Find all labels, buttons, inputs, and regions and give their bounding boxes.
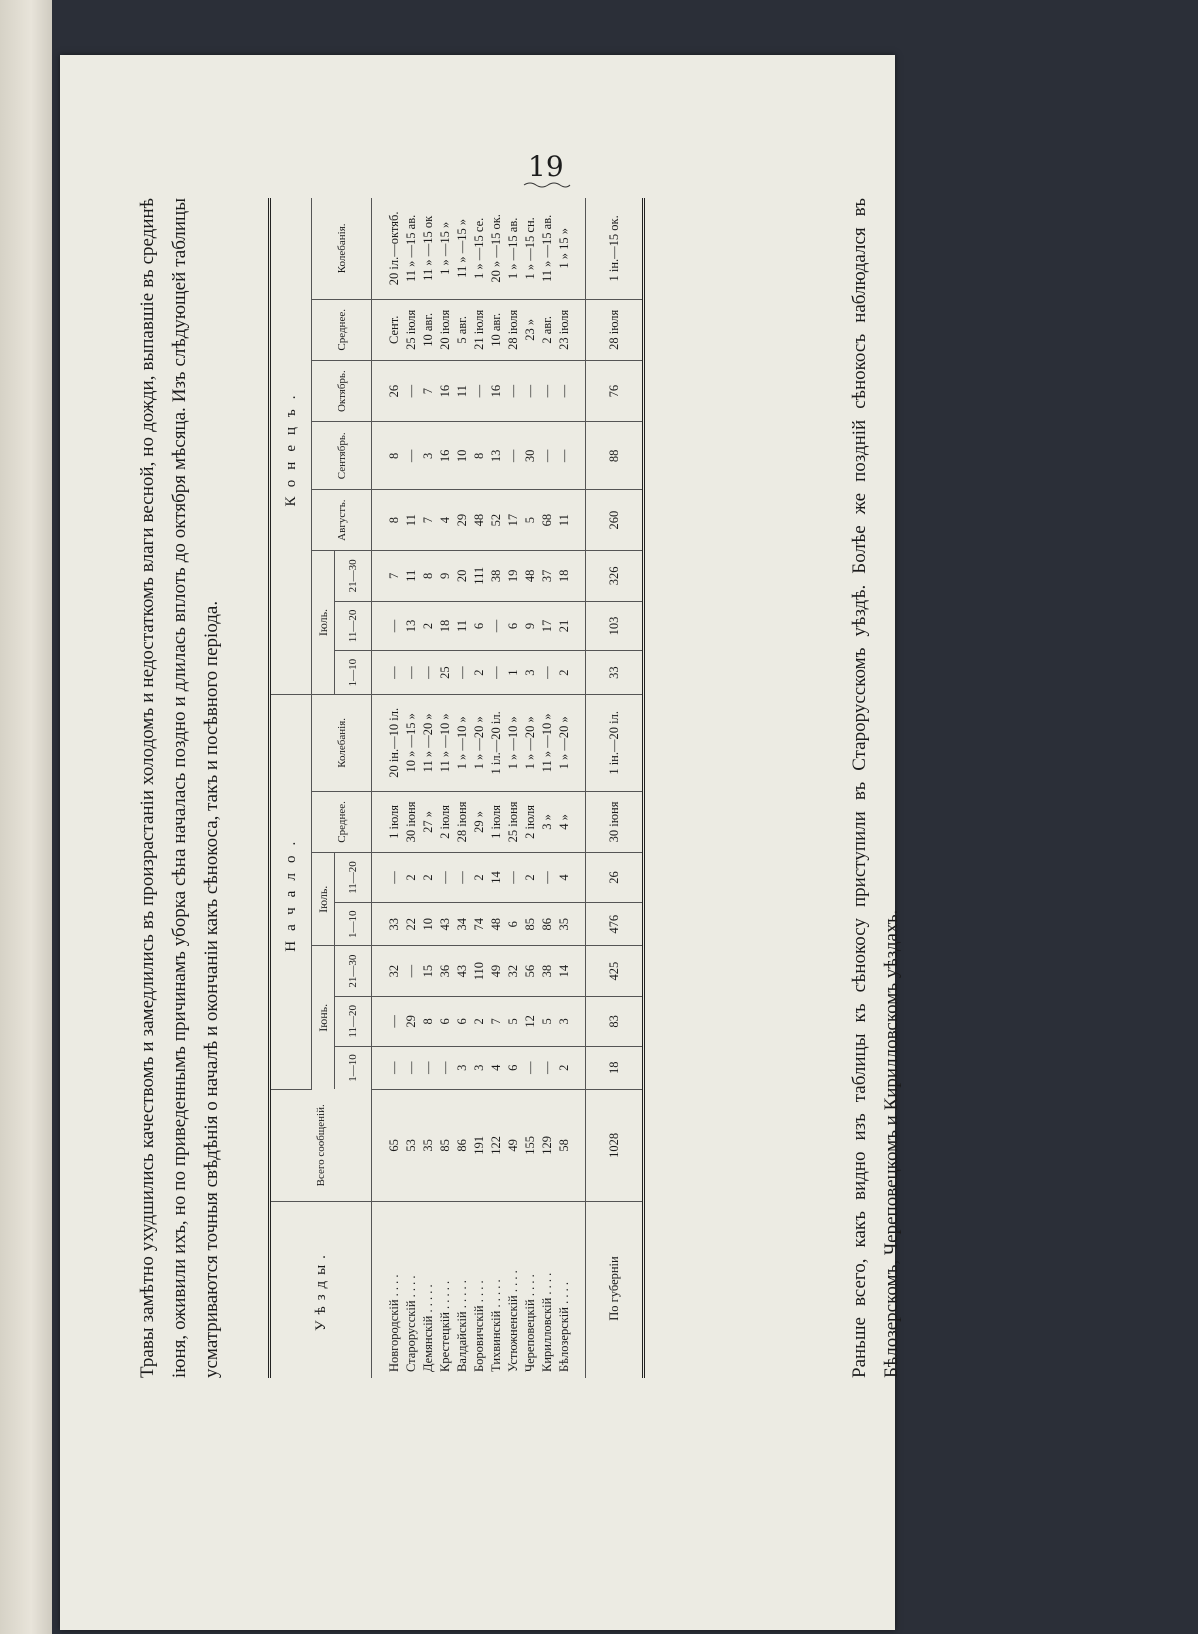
table-cell-eavg: Сент. bbox=[372, 299, 404, 360]
table-cell-total: 65 bbox=[372, 1089, 404, 1201]
total-cell-j1: 18 bbox=[586, 1046, 644, 1089]
table-cell-range: 1 іл.—20 іл. bbox=[488, 694, 505, 791]
end-range-header: Колебанія. bbox=[312, 198, 372, 299]
table-cell-e2: 6 bbox=[471, 601, 488, 651]
table-cell-l1: 74 bbox=[471, 902, 488, 945]
table-cell-total: 155 bbox=[522, 1089, 539, 1201]
table-cell-j1: — bbox=[420, 1046, 437, 1089]
ornament-flourish bbox=[522, 180, 572, 190]
table-cell-j2: — bbox=[372, 996, 404, 1046]
total-cell-l1: 476 bbox=[586, 902, 644, 945]
table-cell-sep: 30 bbox=[522, 422, 539, 490]
table-row bbox=[522, 198, 539, 1378]
total-cell-erange: 1 ін.—15 ок. bbox=[586, 198, 644, 299]
table-cell-l2: — bbox=[372, 853, 404, 903]
table-cell-j2: 6 bbox=[437, 996, 454, 1046]
table-cell-erange: 20 іл.—октяб. bbox=[372, 198, 404, 299]
table-cell-j1: — bbox=[437, 1046, 454, 1089]
table-cell-total: 191 bbox=[471, 1089, 488, 1201]
table-cell-oct: — bbox=[556, 360, 586, 421]
end-header: Конецъ. bbox=[270, 198, 312, 694]
start-header: Начало. bbox=[270, 694, 312, 1089]
table-cell-eavg: 28 іюля bbox=[505, 299, 522, 360]
table-cell-e3: 48 bbox=[522, 551, 539, 601]
table-cell-j3: 56 bbox=[522, 946, 539, 996]
table-row bbox=[488, 198, 505, 1378]
table-cell-e2: 21 bbox=[556, 601, 586, 651]
table-cell-erange: 1 » —15 сн. bbox=[522, 198, 539, 299]
table-row bbox=[471, 198, 488, 1378]
table-cell-j3: — bbox=[403, 946, 420, 996]
table-cell-j2: 12 bbox=[522, 996, 539, 1046]
table-cell-avg: 28 іюня bbox=[454, 791, 471, 852]
table-cell-j2: 3 bbox=[556, 996, 586, 1046]
table-cell-j3: 36 bbox=[437, 946, 454, 996]
table-cell-range: 11 » —10 » bbox=[539, 694, 556, 791]
table-cell-e2: — bbox=[372, 601, 404, 651]
table-cell-aug: 48 bbox=[471, 490, 488, 551]
total-cell-eavg: 28 іюля bbox=[586, 299, 644, 360]
table-cell-erange: 1 » —15 ав. bbox=[505, 198, 522, 299]
table-row bbox=[539, 198, 556, 1378]
table-cell-sep: 8 bbox=[372, 422, 404, 490]
table-row bbox=[437, 198, 454, 1378]
table-cell-j2: 5 bbox=[505, 996, 522, 1046]
table-cell-oct: 16 bbox=[488, 360, 505, 421]
table-cell-erange: 11 » —15 » bbox=[454, 198, 471, 299]
table-row bbox=[372, 198, 404, 1378]
end-oct-header: Октябрь. bbox=[312, 360, 372, 421]
table-cell-range: 1 » —20 » bbox=[522, 694, 539, 791]
table-cell-j1: — bbox=[539, 1046, 556, 1089]
total-cell-total: 1028 bbox=[586, 1089, 644, 1201]
table-cell-j3: 15 bbox=[420, 946, 437, 996]
table-cell-j3: 32 bbox=[505, 946, 522, 996]
table-cell-e2: 2 bbox=[420, 601, 437, 651]
table-cell-j1: 3 bbox=[454, 1046, 471, 1089]
district-name-cell: Боровичскій . . . . bbox=[472, 1280, 486, 1372]
table-row bbox=[505, 198, 522, 1378]
table-cell-e1: 25 bbox=[437, 651, 454, 694]
table-cell-aug: 17 bbox=[505, 490, 522, 551]
table-cell-aug: 11 bbox=[556, 490, 586, 551]
table-cell-j3: 43 bbox=[454, 946, 471, 996]
table-cell-sep: 13 bbox=[488, 422, 505, 490]
table-cell-l2: 2 bbox=[471, 853, 488, 903]
table-cell-oct: 11 bbox=[454, 360, 471, 421]
table-cell-e3: 7 bbox=[372, 551, 404, 601]
total-cell-range: 1 ін.—20 іл. bbox=[586, 694, 644, 791]
table-row bbox=[556, 198, 586, 1378]
total-cell-l2: 26 bbox=[586, 853, 644, 903]
table-cell-sep: 3 bbox=[420, 422, 437, 490]
period-header: 11—20 bbox=[335, 601, 372, 651]
table-cell-total: 53 bbox=[403, 1089, 420, 1201]
table-cell-oct: — bbox=[471, 360, 488, 421]
table-cell-j1: 4 bbox=[488, 1046, 505, 1089]
table-cell-l1: 43 bbox=[437, 902, 454, 945]
table-cell-eavg: 5 авг. bbox=[454, 299, 471, 360]
table-cell-l2: — bbox=[437, 853, 454, 903]
table-cell-range: 1 » —10 » bbox=[454, 694, 471, 791]
table-cell-l2: — bbox=[505, 853, 522, 903]
table-cell-l2: — bbox=[539, 853, 556, 903]
table-cell-sep: — bbox=[539, 422, 556, 490]
total-row bbox=[586, 198, 644, 1378]
table-cell-l1: 48 bbox=[488, 902, 505, 945]
table-cell-oct: — bbox=[403, 360, 420, 421]
table-cell-j1: 3 bbox=[471, 1046, 488, 1089]
table-cell-l2: 14 bbox=[488, 853, 505, 903]
district-name-cell: Бѣлозерскій . . . . bbox=[557, 1282, 571, 1372]
table-cell-range: 1 » —10 » bbox=[505, 694, 522, 791]
haymaking-table bbox=[268, 198, 645, 1378]
table-cell-erange: 1 » 15 » bbox=[556, 198, 586, 299]
table-cell-e3: 38 bbox=[488, 551, 505, 601]
table-cell-avg: 27 » bbox=[420, 791, 437, 852]
table-cell-total: 86 bbox=[454, 1089, 471, 1201]
table-cell-avg: 29 » bbox=[471, 791, 488, 852]
table-cell-l2: — bbox=[454, 853, 471, 903]
district-name-cell: Кирилловскій . . . . bbox=[540, 1272, 554, 1372]
table-cell-erange: 1 » —15 » bbox=[437, 198, 454, 299]
table-cell-e3: 18 bbox=[556, 551, 586, 601]
intro-paragraph: Травы замѣтно ухудшились качествомъ и замедлились въ произрастаніи холодомъ и недостаткомъ влаги весной, но дожди, выпавшіе въ срединѣ іюня, оживили ихъ, но по приведеннымъ причинамъ уборка сѣна началась поздно и длилась вплоть до октября мѣсяца. Изъ слѣдующей таблицы усматриваются точныя свѣдѣнія о началѣ и окончаніи какъ сѣнокоса, такъ и посѣвного періода. bbox=[137, 198, 222, 1378]
table-cell-total: 85 bbox=[437, 1089, 454, 1201]
district-name-cell: Валдайскій . . . . . bbox=[455, 1280, 469, 1372]
table-cell-j3: 32 bbox=[372, 946, 404, 996]
table-cell-e1: — bbox=[539, 651, 556, 694]
start-range-header: Колебанія. bbox=[312, 694, 372, 791]
table-cell-l2: 4 bbox=[556, 853, 586, 903]
total-cell-avg: 30 іюня bbox=[586, 791, 644, 852]
table-cell-j3: 49 bbox=[488, 946, 505, 996]
table-cell-e1: — bbox=[403, 651, 420, 694]
page-number: 19 bbox=[528, 150, 564, 183]
period-header: 21—30 bbox=[335, 551, 372, 601]
period-header: 1—10 bbox=[335, 1046, 372, 1089]
table-row bbox=[420, 198, 437, 1378]
table-cell-j2: 2 bbox=[471, 996, 488, 1046]
table-cell-erange: 20 » —15 ок. bbox=[488, 198, 505, 299]
start-avg-header: Среднее. bbox=[312, 791, 372, 852]
table-cell-j1: 2 bbox=[556, 1046, 586, 1089]
table-row bbox=[403, 198, 420, 1378]
table-cell-sep: 16 bbox=[437, 422, 454, 490]
table-cell-e2: 13 bbox=[403, 601, 420, 651]
table-cell-l1: 22 bbox=[403, 902, 420, 945]
district-name-cell: Тихвинскій . . . . . bbox=[489, 1279, 503, 1372]
table-cell-erange: 1 » —15 се. bbox=[471, 198, 488, 299]
table-cell-aug: 4 bbox=[437, 490, 454, 551]
end-avg-header: Среднее. bbox=[312, 299, 372, 360]
end-aug-header: Августъ. bbox=[312, 490, 372, 551]
table-cell-avg: 25 іюня bbox=[505, 791, 522, 852]
table-cell-eavg: 25 іюля bbox=[403, 299, 420, 360]
table-cell-l1: 35 bbox=[556, 902, 586, 945]
table-cell-e1: 2 bbox=[471, 651, 488, 694]
table-cell-l2: 2 bbox=[522, 853, 539, 903]
table-cell-total: 49 bbox=[505, 1089, 522, 1201]
table-cell-avg: 4 » bbox=[556, 791, 586, 852]
total-header: Всего сообщеній. bbox=[270, 1089, 372, 1201]
district-name-cell: Старорусскій . . . . bbox=[404, 1275, 418, 1372]
start-june-header: Іюнь. bbox=[312, 946, 335, 1089]
table-cell-e3: 9 bbox=[437, 551, 454, 601]
table-cell-range: 1 » —20 » bbox=[471, 694, 488, 791]
total-cell-e2: 103 bbox=[586, 601, 644, 651]
table-cell-l1: 34 bbox=[454, 902, 471, 945]
table-cell-e3: 11 bbox=[403, 551, 420, 601]
period-header: 11—20 bbox=[335, 853, 372, 903]
table-cell-aug: 8 bbox=[372, 490, 404, 551]
table-cell-avg: 2 іюля bbox=[437, 791, 454, 852]
table-row bbox=[454, 198, 471, 1378]
table-cell-oct: 26 bbox=[372, 360, 404, 421]
table-cell-erange: 11 » —15 ав. bbox=[539, 198, 556, 299]
rotated-content bbox=[132, 198, 912, 1378]
table-cell-l1: 85 bbox=[522, 902, 539, 945]
table-cell-l1: 86 bbox=[539, 902, 556, 945]
period-header: 21—30 bbox=[335, 946, 372, 996]
table-cell-eavg: 10 авг. bbox=[488, 299, 505, 360]
table-cell-e1: 1 bbox=[505, 651, 522, 694]
table-cell-sep: 10 bbox=[454, 422, 471, 490]
table-cell-sep: 8 bbox=[471, 422, 488, 490]
table-cell-j2: 7 bbox=[488, 996, 505, 1046]
table-cell-l1: 6 bbox=[505, 902, 522, 945]
table-cell-j2: 8 bbox=[420, 996, 437, 1046]
table-cell-eavg: 20 іюля bbox=[437, 299, 454, 360]
table-body bbox=[372, 198, 644, 1378]
table-cell-aug: 52 bbox=[488, 490, 505, 551]
table-cell-j2: 6 bbox=[454, 996, 471, 1046]
period-header: 1—10 bbox=[335, 902, 372, 945]
start-july-header: Іюль. bbox=[312, 853, 335, 946]
table-cell-erange: 11 » —15 ав. bbox=[403, 198, 420, 299]
table-cell-e3: 20 bbox=[454, 551, 471, 601]
table-cell-eavg: 10 авг. bbox=[420, 299, 437, 360]
table-cell-e2: — bbox=[488, 601, 505, 651]
period-header: 1—10 bbox=[335, 651, 372, 694]
district-name-cell: Устюжненскій . . . . bbox=[506, 1270, 520, 1372]
table-cell-e3: 19 bbox=[505, 551, 522, 601]
table-cell-aug: 68 bbox=[539, 490, 556, 551]
table-cell-range: 20 ін.—10 іл. bbox=[372, 694, 404, 791]
table-cell-avg: 2 іюля bbox=[522, 791, 539, 852]
table-cell-l2: 2 bbox=[420, 853, 437, 903]
table-cell-oct: — bbox=[505, 360, 522, 421]
table-cell-e1: — bbox=[420, 651, 437, 694]
total-cell-e3: 326 bbox=[586, 551, 644, 601]
table-cell-j2: 5 bbox=[539, 996, 556, 1046]
table-cell-e2: 11 bbox=[454, 601, 471, 651]
district-name-cell: Новгородскій . . . . bbox=[387, 1274, 401, 1372]
table-cell-l2: 2 bbox=[403, 853, 420, 903]
table-cell-total: 122 bbox=[488, 1089, 505, 1201]
table-cell-aug: 7 bbox=[420, 490, 437, 551]
table-cell-j1: — bbox=[522, 1046, 539, 1089]
district-name-cell: Череповецкій . . . . bbox=[523, 1274, 537, 1372]
total-cell-j2: 83 bbox=[586, 996, 644, 1046]
end-july-header: Іюль. bbox=[312, 551, 335, 695]
table-cell-j3: 110 bbox=[471, 946, 488, 996]
table-cell-erange: 11 » —15 ок bbox=[420, 198, 437, 299]
district-name-cell: Крестецкій . . . . . bbox=[438, 1280, 452, 1372]
district-header: Уѣзды. bbox=[270, 1202, 372, 1379]
table-cell-j2: 29 bbox=[403, 996, 420, 1046]
table-cell-j3: 14 bbox=[556, 946, 586, 996]
total-cell-j3: 425 bbox=[586, 946, 644, 996]
table-cell-e1: 3 bbox=[522, 651, 539, 694]
table-cell-avg: 3 » bbox=[539, 791, 556, 852]
district-name-cell: Демянскій . . . . . bbox=[421, 1284, 435, 1372]
table-cell-avg: 1 іюля bbox=[488, 791, 505, 852]
table-cell-j3: 38 bbox=[539, 946, 556, 996]
table-cell-j1: — bbox=[403, 1046, 420, 1089]
table-cell-eavg: 23 » bbox=[522, 299, 539, 360]
table-cell-total: 129 bbox=[539, 1089, 556, 1201]
table-cell-sep: — bbox=[505, 422, 522, 490]
table-cell-aug: 11 bbox=[403, 490, 420, 551]
table-cell-e3: 8 bbox=[420, 551, 437, 601]
table-cell-oct: 16 bbox=[437, 360, 454, 421]
total-cell-oct: 76 bbox=[586, 360, 644, 421]
period-header: 11—20 bbox=[335, 996, 372, 1046]
total-label-cell: По губерніи bbox=[586, 1202, 644, 1379]
total-cell-aug: 260 bbox=[586, 490, 644, 551]
table-cell-j1: — bbox=[372, 1046, 404, 1089]
table-cell-sep: — bbox=[403, 422, 420, 490]
table-cell-oct: — bbox=[539, 360, 556, 421]
total-cell-e1: 33 bbox=[586, 651, 644, 694]
table-cell-e1: — bbox=[454, 651, 471, 694]
table-cell-eavg: 2 авг. bbox=[539, 299, 556, 360]
table-cell-range: 10 » —15 » bbox=[403, 694, 420, 791]
table-cell-oct: 7 bbox=[420, 360, 437, 421]
table-cell-avg: 30 іюня bbox=[403, 791, 420, 852]
table-cell-range: 11 » —20 » bbox=[420, 694, 437, 791]
table-cell-eavg: 21 іюля bbox=[471, 299, 488, 360]
table-cell-total: 35 bbox=[420, 1089, 437, 1201]
table-cell-range: 1 » —20 » bbox=[556, 694, 586, 791]
table-cell-range: 11 » —10 » bbox=[437, 694, 454, 791]
table-cell-sep: — bbox=[556, 422, 586, 490]
table-cell-e2: 6 bbox=[505, 601, 522, 651]
total-cell-sep: 88 bbox=[586, 422, 644, 490]
table-cell-e2: 9 bbox=[522, 601, 539, 651]
table-cell-j1: 6 bbox=[505, 1046, 522, 1089]
table-cell-e2: 17 bbox=[539, 601, 556, 651]
table-cell-total: 58 bbox=[556, 1089, 586, 1201]
end-sep-header: Сентябрь. bbox=[312, 422, 372, 490]
closing-paragraph: Раньше всего, какъ видно изъ таблицы къ сѣнокосу приступили въ Старорусскомъ уѣздѣ. Болѣе же поздній сѣнокосъ наблюдался въ Бѣлозерскомъ, Череповецкомъ и Кирилловскомъ уѣздахъ. bbox=[849, 198, 902, 1378]
table-cell-aug: 5 bbox=[522, 490, 539, 551]
table-cell-l1: 33 bbox=[372, 902, 404, 945]
table-cell-e3: 111 bbox=[471, 551, 488, 601]
table-cell-avg: 1 іюля bbox=[372, 791, 404, 852]
table-cell-l1: 10 bbox=[420, 902, 437, 945]
table-cell-e1: — bbox=[488, 651, 505, 694]
table-cell-aug: 29 bbox=[454, 490, 471, 551]
table-cell-e1: — bbox=[372, 651, 404, 694]
table-cell-oct: — bbox=[522, 360, 539, 421]
table-cell-eavg: 23 іюля bbox=[556, 299, 586, 360]
table-cell-e2: 18 bbox=[437, 601, 454, 651]
adjacent-page-edge bbox=[0, 0, 52, 1634]
table-cell-e1: 2 bbox=[556, 651, 586, 694]
table-cell-e3: 37 bbox=[539, 551, 556, 601]
